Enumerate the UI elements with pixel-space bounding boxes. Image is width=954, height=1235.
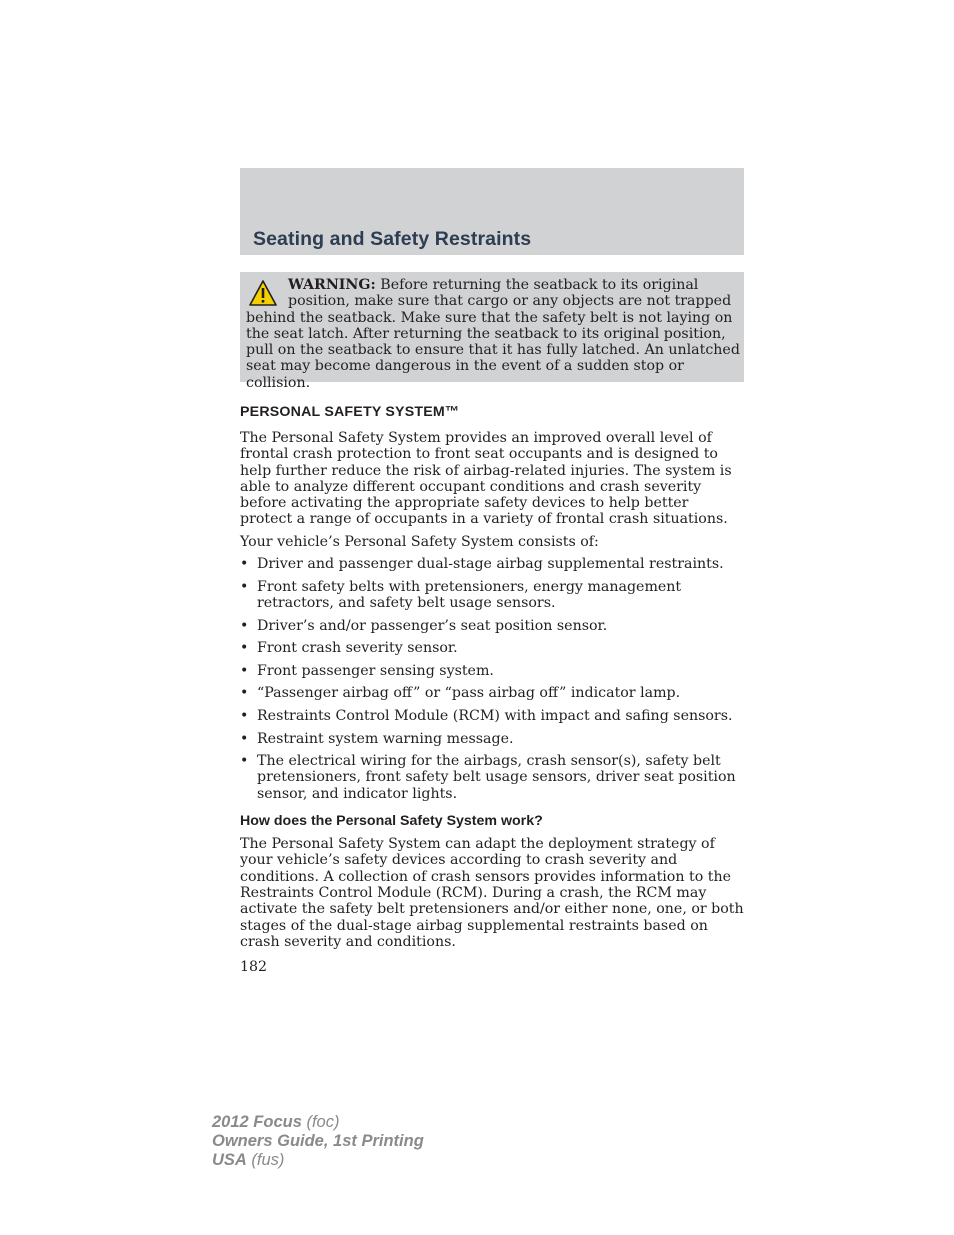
bullet-icon: • bbox=[240, 617, 249, 634]
page-title: Seating and Safety Restraints bbox=[253, 228, 532, 250]
section-paragraph: The Personal Safety System provides an improved overall level of frontal crash protection to front seat occupants and is designed to help further reduce the risk of airbag-related injuries. The system is able to analyze different occupant conditions and crash severity before activating the appropriate safety devices to help better protect a range of occupants in a variety of frontal crash situations. bbox=[240, 430, 732, 528]
warning-message: Before returning the seatback to its original position, make sure that cargo or any objects are not trapped behind the seatback. Make sure that the safety belt is not laying on the seat latch. After returning the seatback to its original position, pull on the seatback to ensure that it has fully latched. An unlatched seat may become dangerous in the event of a sudden stop or collision. bbox=[246, 277, 740, 391]
list-item: • Restraint system warning message. bbox=[240, 730, 514, 747]
list-item: • Front safety belts with pretensioners, energy management retractors, and safety belt usage sensors. bbox=[240, 578, 682, 611]
list-intro: Your vehicle’s Personal Safety System consists of: bbox=[240, 533, 599, 550]
section-heading: PERSONAL SAFETY SYSTEM™ bbox=[240, 404, 460, 420]
bullet-icon: • bbox=[240, 640, 249, 657]
warning-box bbox=[240, 272, 744, 391]
components-list bbox=[240, 556, 744, 802]
bullet-icon: • bbox=[240, 578, 249, 595]
subsection-paragraph: The Personal Safety System can adapt the deployment strategy of your vehicle’s safety devices according to crash severity and conditions. A collection of crash sensors provides information to the Restraints Control Module (RCM). During a crash, the RCM may activate the safety belt pretensioners and/or either none, one, or both stages of the dual-stage airbag supplemental restraints based on crash severity and conditions. bbox=[240, 836, 744, 950]
list-item: • Driver’s and/or passenger’s seat position sensor. bbox=[240, 617, 608, 634]
main-content bbox=[240, 400, 744, 956]
bullet-icon: • bbox=[240, 730, 249, 747]
page-number: 182 bbox=[240, 959, 268, 975]
list-item: • “Passenger airbag off” or “pass airbag off” indicator lamp. bbox=[240, 685, 681, 702]
list-item: • Front crash severity sensor. bbox=[240, 640, 458, 657]
list-item: • The electrical wiring for the airbags, crash sensor(s), safety belt pretensioners, front safety belt usage sensors, driver seat position sensor, and indicator lights. bbox=[240, 753, 736, 802]
bullet-icon: • bbox=[240, 685, 249, 702]
footer-line-model: 2012 Focus (foc) bbox=[212, 1113, 340, 1131]
bullet-icon: • bbox=[240, 662, 249, 679]
list-item: • Restraints Control Module (RCM) with impact and safing sensors. bbox=[240, 707, 733, 724]
bullet-icon: • bbox=[240, 707, 249, 724]
footer-line-guide: Owners Guide, 1st Printing bbox=[212, 1132, 424, 1150]
footer-line-region: USA (fus) bbox=[212, 1151, 285, 1169]
list-item: • Driver and passenger dual-stage airbag supplemental restraints. bbox=[240, 556, 724, 573]
section-header-band bbox=[240, 168, 744, 255]
bullet-icon: • bbox=[240, 753, 249, 770]
warning-label: WARNING: bbox=[288, 277, 376, 293]
warning-text-block bbox=[246, 277, 740, 391]
subsection-heading: How does the Personal Safety System work? bbox=[240, 813, 543, 830]
bullet-icon: • bbox=[240, 556, 249, 573]
footer-edition-info bbox=[212, 1113, 424, 1170]
list-item: • Front passenger sensing system. bbox=[240, 662, 494, 679]
